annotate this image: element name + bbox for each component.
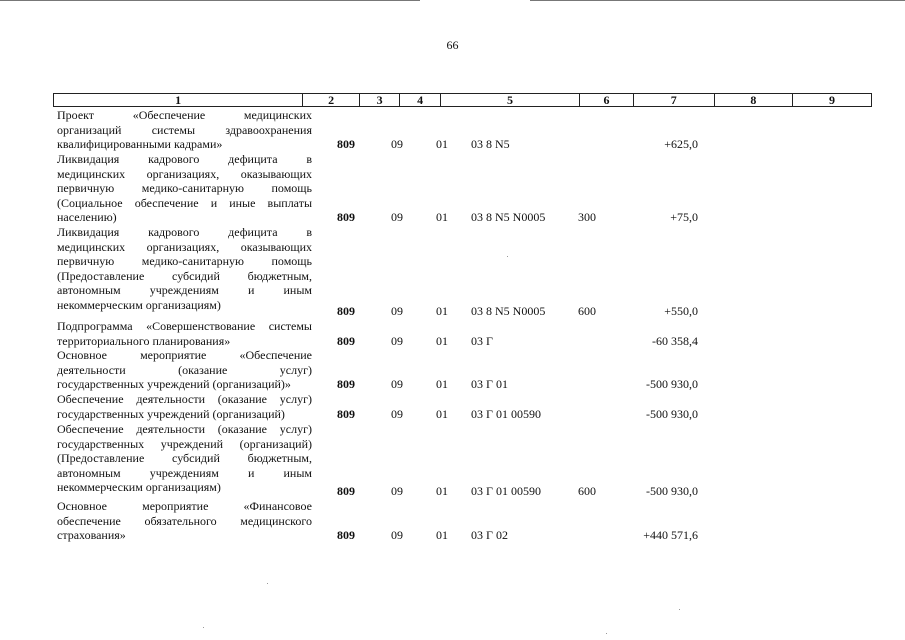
row-description	[57, 319, 312, 348]
row-target: 03 Г 01 00590	[471, 484, 541, 498]
row-amount: +550,0	[664, 304, 698, 318]
description-line: деятельности (оказание услуг)	[57, 362, 312, 377]
description-line: государственных учреждений (организаций)	[57, 406, 285, 421]
row-code: 809	[337, 528, 355, 542]
description-line: (Предоставление субсидий бюджетным,	[57, 451, 312, 465]
description-line: Основное мероприятие «Финансовое	[57, 499, 312, 513]
header-col-3: 3	[360, 94, 401, 106]
row-description	[57, 392, 312, 421]
description-line: Обеспечение деятельности (оказание услуг)	[57, 392, 312, 406]
row-target: 03 Г	[471, 334, 493, 348]
row-target: 03 Г 01	[471, 377, 508, 391]
scan-speck	[606, 633, 607, 634]
description-line: Ликвидация кадрового дефицита в	[57, 225, 312, 239]
header-col-9: 9	[828, 93, 835, 107]
row-target: 03 Г 01 00590	[471, 407, 541, 421]
scan-speck	[679, 609, 680, 610]
description-line: организаций системы здравоохранения	[57, 122, 312, 137]
description-line: территориального планирования»	[57, 333, 231, 348]
row-subsection: 01	[436, 210, 448, 224]
description-line: Обеспечение деятельности (оказание услуг)	[57, 422, 312, 436]
row-amount: +75,0	[670, 210, 698, 224]
row-subsection: 01	[436, 304, 448, 318]
description-line: Ликвидация кадрового дефицита в	[57, 152, 312, 166]
row-subsection: 01	[436, 484, 448, 498]
header-col-1: 1	[54, 94, 303, 106]
row-section: 09	[391, 304, 403, 318]
description-line: медицинских организациях, оказывающих	[57, 239, 312, 254]
row-code: 809	[337, 334, 355, 348]
row-description	[57, 499, 312, 543]
description-line: автономным учреждениям и иным	[57, 465, 312, 480]
row-amount: -500 930,0	[646, 377, 698, 391]
description-line: Подпрограмма «Совершенствование системы	[57, 319, 312, 333]
row-code: 809	[337, 407, 355, 421]
row-type: 600	[578, 304, 596, 318]
row-subsection: 01	[436, 334, 448, 348]
scan-speck	[267, 583, 268, 584]
row-section: 09	[391, 528, 403, 542]
row-target: 03 8 N5 N0005	[471, 210, 546, 224]
header-col-7: 7	[634, 94, 715, 106]
description-line: первичную медико-санитарную помощь	[57, 181, 312, 195]
row-code: 809	[337, 377, 355, 391]
row-subsection: 01	[436, 407, 448, 421]
header-col-4: 4	[400, 94, 441, 106]
row-amount: -500 930,0	[646, 407, 698, 421]
top-edge-rule	[0, 0, 420, 1]
row-section: 09	[391, 137, 403, 151]
page-number: 66	[446, 38, 459, 52]
row-code: 809	[337, 304, 355, 318]
top-edge-rule	[530, 0, 905, 1]
table-header	[53, 93, 872, 107]
description-line: Проект «Обеспечение медицинских	[57, 108, 312, 122]
description-line: обеспечение обязательного медицинского	[57, 513, 312, 528]
row-amount: -500 930,0	[646, 484, 698, 498]
row-amount: +625,0	[664, 137, 698, 151]
row-section: 09	[391, 377, 403, 391]
row-type: 600	[578, 484, 596, 498]
row-section: 09	[391, 484, 403, 498]
row-target: 03 8 N5	[471, 137, 510, 151]
description-line: Основное мероприятие «Обеспечение	[57, 348, 312, 362]
row-description	[57, 348, 312, 392]
description-line: государственных учреждений (организаций)»	[57, 377, 291, 391]
row-section: 09	[391, 407, 403, 421]
row-section: 09	[391, 334, 403, 348]
row-code: 809	[337, 484, 355, 498]
header-col-6: 6	[580, 94, 634, 106]
description-line: некоммерческим организациям)	[57, 297, 221, 312]
row-subsection: 01	[436, 528, 448, 542]
row-section: 09	[391, 210, 403, 224]
description-line: квалифицированными кадрами»	[57, 137, 223, 151]
row-code: 809	[337, 137, 355, 151]
row-description	[57, 422, 312, 495]
row-description	[57, 225, 312, 312]
description-line: страхования»	[57, 528, 126, 542]
description-line: автономным учреждениям и иным	[57, 283, 312, 297]
row-description	[57, 108, 312, 152]
row-amount: +440 571,6	[643, 528, 698, 542]
description-line: первичную медико-санитарную помощь	[57, 254, 312, 268]
row-subsection: 01	[436, 137, 448, 151]
description-line: (Предоставление субсидий бюджетным,	[57, 268, 312, 283]
description-line: государственных учреждений (организаций)	[57, 436, 312, 451]
description-line: медицинских организациях, оказывающих	[57, 166, 312, 181]
row-code: 809	[337, 210, 355, 224]
row-description	[57, 152, 312, 225]
row-type: 300	[578, 210, 596, 224]
row-amount: -60 358,4	[652, 334, 698, 348]
description-line: населению)	[57, 210, 117, 224]
scan-speck	[507, 256, 508, 257]
header-col-8: 8	[715, 94, 793, 106]
description-line: (Социальное обеспечение и иные выплаты	[57, 195, 312, 210]
header-col-2: 2	[303, 94, 360, 106]
scan-speck	[203, 627, 204, 628]
header-col-5: 5	[441, 94, 580, 106]
row-target: 03 Г 02	[471, 528, 508, 542]
description-line: некоммерческим организациям)	[57, 480, 221, 494]
row-target: 03 8 N5 N0005	[471, 304, 546, 318]
row-subsection: 01	[436, 377, 448, 391]
